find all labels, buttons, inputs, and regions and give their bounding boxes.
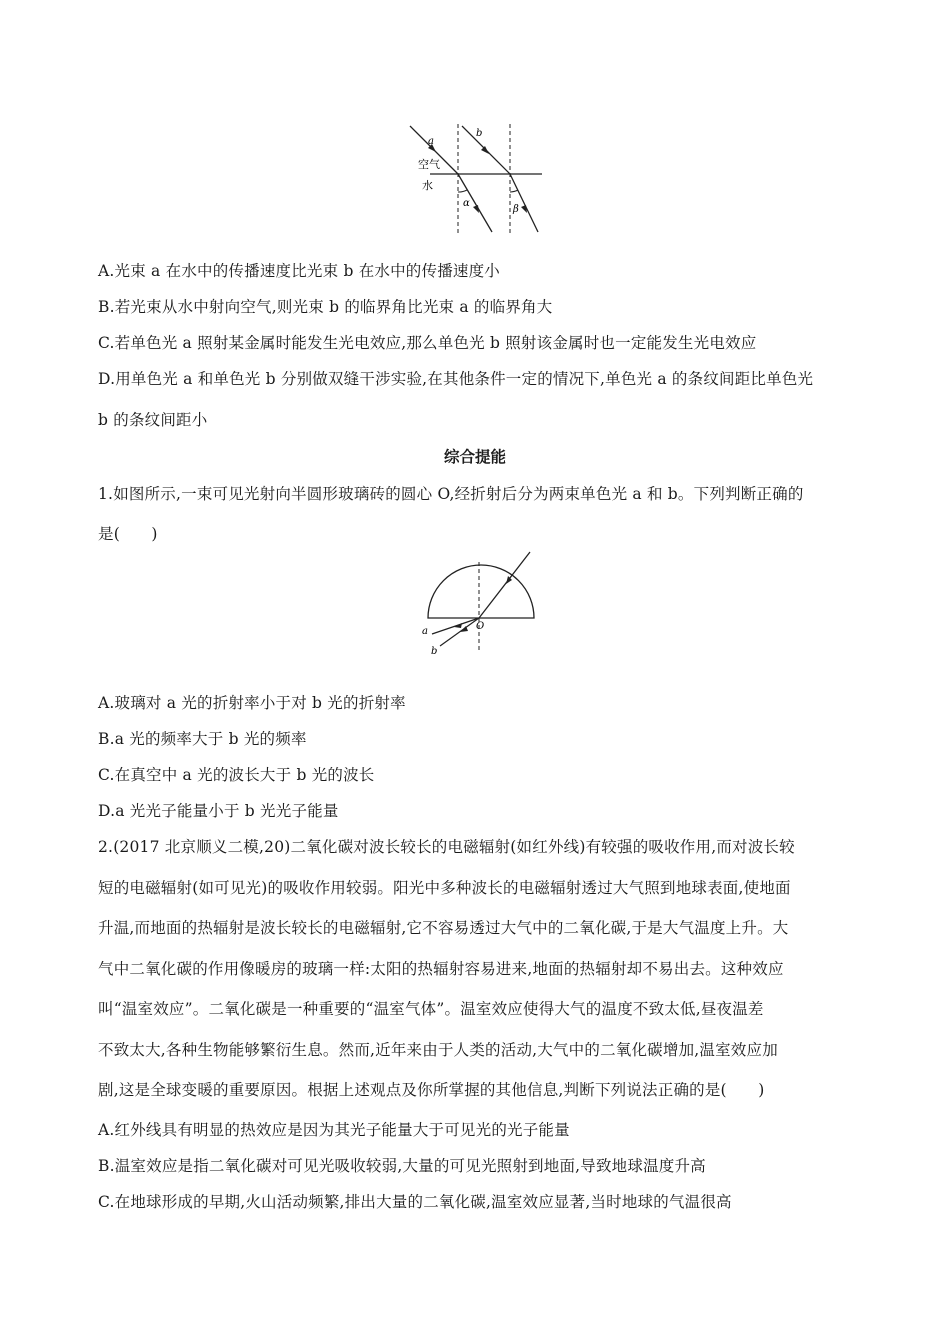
q1-option-b: B.a 光的频率大于 b 光的频率 — [98, 730, 307, 748]
q2-stem-line-2: 短的电磁辐射(如可见光)的吸收作用较弱。阳光中多种波长的电磁辐射透过大气照到地球表面,使地面 — [98, 879, 791, 897]
q2-stem-line-6: 不致太大,各种生物能够繁衍生息。然而,近年来由于人类的活动,大气中的二氧化碳增加,温室效应加 — [98, 1041, 778, 1059]
label-a: a — [422, 626, 428, 637]
q2-stem-line-4: 气中二氧化碳的作用像暖房的玻璃一样:太阳的热辐射容易进来,地面的热辐射却不易出去。这种效应 — [98, 960, 784, 978]
label-beta: β — [513, 204, 519, 215]
label-b: b — [431, 646, 438, 657]
semicircle-glass-figure — [418, 550, 548, 658]
label-o: O — [476, 621, 485, 632]
q1-option-d: D.a 光光子能量小于 b 光光子能量 — [98, 802, 339, 820]
arrow-b-incident — [481, 146, 489, 154]
prev-option-d: D.用单色光 a 和单色光 b 分别做双缝干涉实验,在其他条件一定的情况下,单色光 a 的条纹间距比单色光 — [98, 370, 814, 388]
prev-option-c: C.若单色光 a 照射某金属时能发生光电效应,那么单色光 b 照射该金属时也一定能发生光电效应 — [98, 334, 757, 352]
label-alpha: α — [463, 198, 470, 209]
label-water: 水 — [422, 179, 433, 192]
refraction-figure-air-water — [400, 118, 550, 240]
q2-stem-line-7: 剧,这是全球变暖的重要原因。根据上述观点及你所掌握的其他信息,判断下列说法正确的是( ) — [98, 1081, 765, 1099]
q1-option-a: A.玻璃对 a 光的折射率小于对 b 光的折射率 — [98, 694, 406, 712]
q2-stem-line-3: 升温,而地面的热辐射是波长较长的电磁辐射,它不容易透过大气中的二氧化碳,于是大气温度上升。大 — [98, 919, 789, 937]
q2-option-b: B.温室效应是指二氧化碳对可见光吸收较弱,大量的可见光照射到地面,导致地球温度升高 — [98, 1157, 706, 1175]
label-a: a — [428, 136, 434, 147]
q1-stem-line-1: 1.如图所示,一束可见光射向半圆形玻璃砖的圆心 O,经折射后分为两束单色光 a 和 b。下列判断正确的 — [98, 485, 804, 503]
arrow-a-refracted — [473, 205, 479, 213]
q1-stem-line-2: 是( ) — [98, 525, 158, 543]
label-air: 空气 — [418, 158, 440, 171]
angle-alpha-arc — [458, 190, 467, 192]
prev-option-b: B.若光束从水中射向空气,则光束 b 的临界角比光束 a 的临界角大 — [98, 298, 553, 316]
prev-option-a: A.光束 a 在水中的传播速度比光束 b 在水中的传播速度小 — [98, 262, 500, 280]
label-b: b — [476, 128, 483, 139]
ray-a — [432, 618, 479, 634]
angle-beta-arc — [510, 190, 518, 192]
prev-option-d-cont: b 的条纹间距小 — [98, 411, 208, 429]
semicircle-outline — [428, 565, 534, 618]
q2-option-a: A.红外线具有明显的热效应是因为其光子能量大于可见光的光子能量 — [98, 1121, 570, 1139]
arrow-b-refracted — [521, 205, 527, 213]
q2-stem-line-1: 2.(2017 北京顺义二模,20)二氧化碳对波长较长的电磁辐射(如红外线)有较强的吸收作用,而对波长较 — [98, 838, 795, 856]
q2-stem-line-5: 叫“温室效应”。二氧化碳是一种重要的“温室气体”。温室效应使得大气的温度不致太低,昼夜温差 — [98, 1000, 764, 1018]
section-title: 综合提能 — [443, 448, 506, 466]
q1-option-c: C.在真空中 a 光的波长大于 b 光的波长 — [98, 766, 375, 784]
q2-option-c: C.在地球形成的早期,火山活动频繁,排出大量的二氧化碳,温室效应显著,当时地球的气温很高 — [98, 1193, 732, 1211]
ray-b-refracted — [510, 174, 538, 232]
ray-b — [440, 618, 479, 646]
